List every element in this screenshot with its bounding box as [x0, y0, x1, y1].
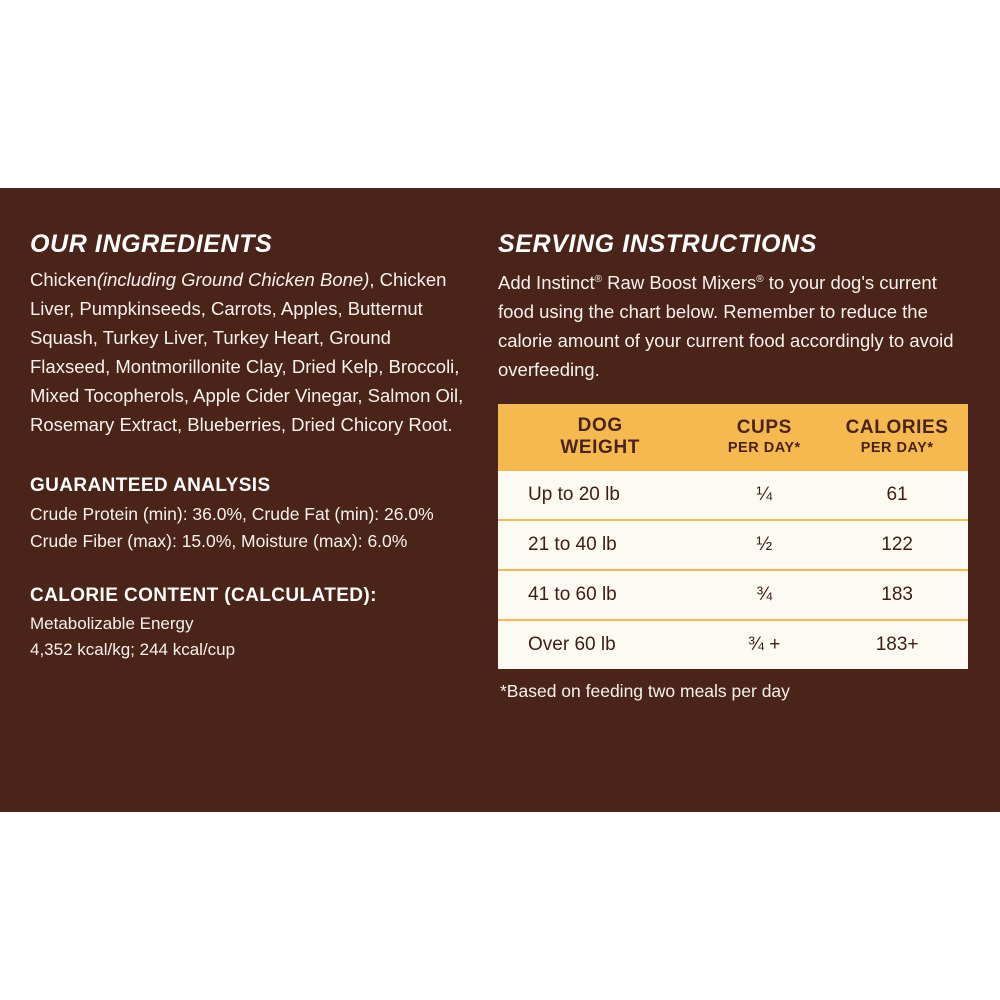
header-cups-sub: PER DAY* [727, 440, 801, 457]
guaranteed-analysis-heading: GUARANTEED ANALYSIS [30, 475, 271, 496]
header-calories-sub: PER DAY* [860, 440, 934, 457]
header-calories: CALORIES [845, 417, 949, 439]
spacer-1 [30, 439, 470, 475]
table-header-row [498, 404, 968, 471]
cell-weight: Over 60 lb [498, 620, 702, 669]
registered-mark-icon-2: ® [756, 274, 764, 285]
calorie-line-2: 4,352 kcal/kg; 244 kcal/cup [30, 640, 236, 659]
ingredients-heading: OUR INGREDIENTS [30, 230, 273, 258]
analysis-line-2: Crude Fiber (max): 15.0%, Moisture (max): 6.0% [30, 531, 408, 551]
serving-instructions-heading: SERVING INSTRUCTIONS [498, 230, 817, 258]
ingredients-lead: Chicken [30, 269, 97, 290]
cell-calories: 183+ [826, 620, 968, 669]
cell-calories: 183 [826, 570, 968, 620]
analysis-line-1: Crude Protein (min): 36.0%, Crude Fat (min): 26.0% [30, 504, 434, 524]
intro-part-2: Raw Boost Mixers [602, 272, 757, 294]
cell-cups: ¾ [702, 570, 826, 620]
column-header-calories [826, 404, 968, 471]
ingredients-rest: , Chicken Liver, Pumpkinseeds, Carrots, Apples, Butternut Squash, Turkey Liver, Turkey Heart, Ground Flaxseed, Montmorillonite Clay, Dried Kelp, Broccoli, Mixed Tocopherols, Apple Cider Vinegar, Salmon Oil, Rosemary Extract, Blueberries, Dried Chicory Root. [30, 269, 464, 435]
column-header-cups [702, 404, 826, 471]
header-cups: CUPS [736, 417, 792, 439]
intro-part-1: Add Instinct [498, 272, 595, 294]
cell-calories: 122 [826, 520, 968, 570]
cell-weight: 21 to 40 lb [498, 520, 702, 570]
cell-calories: 61 [826, 471, 968, 520]
table-row [498, 570, 968, 620]
serving-column [498, 230, 968, 720]
ingredients-column [30, 230, 470, 663]
table-row [498, 520, 968, 570]
cell-cups: ¼ [702, 471, 826, 520]
cell-cups: ½ [702, 520, 826, 570]
serving-intro-text [498, 265, 968, 384]
feeding-chart-footnote: *Based on feeding two meals per day [500, 681, 790, 702]
ingredients-parenthetical: (including Ground Chicken Bone) [96, 269, 370, 290]
spacer-2 [30, 555, 470, 585]
feeding-chart-header [498, 404, 968, 471]
header-dog: DOG [577, 415, 623, 437]
cell-weight: Up to 20 lb [498, 471, 702, 520]
cell-cups: ¾ + [702, 620, 826, 669]
calorie-content-heading: CALORIE CONTENT (CALCULATED): [30, 585, 377, 606]
registered-mark-icon: ® [594, 274, 603, 285]
table-row [498, 620, 968, 669]
feeding-chart-table [498, 404, 968, 669]
label-panel [0, 188, 1000, 812]
ingredients-text [30, 265, 470, 439]
header-weight: WEIGHT [560, 437, 640, 459]
cell-weight: 41 to 60 lb [498, 570, 702, 620]
intro-part-3: to your dog's current food using the chart below. Remember to reduce the calorie amount of your current food accordingly to avoid overfeeding. [498, 272, 954, 381]
feeding-chart-body [498, 471, 968, 669]
column-header-dog-weight [498, 404, 702, 471]
calorie-line-1: Metabolizable Energy [30, 614, 194, 633]
table-row [498, 471, 968, 520]
